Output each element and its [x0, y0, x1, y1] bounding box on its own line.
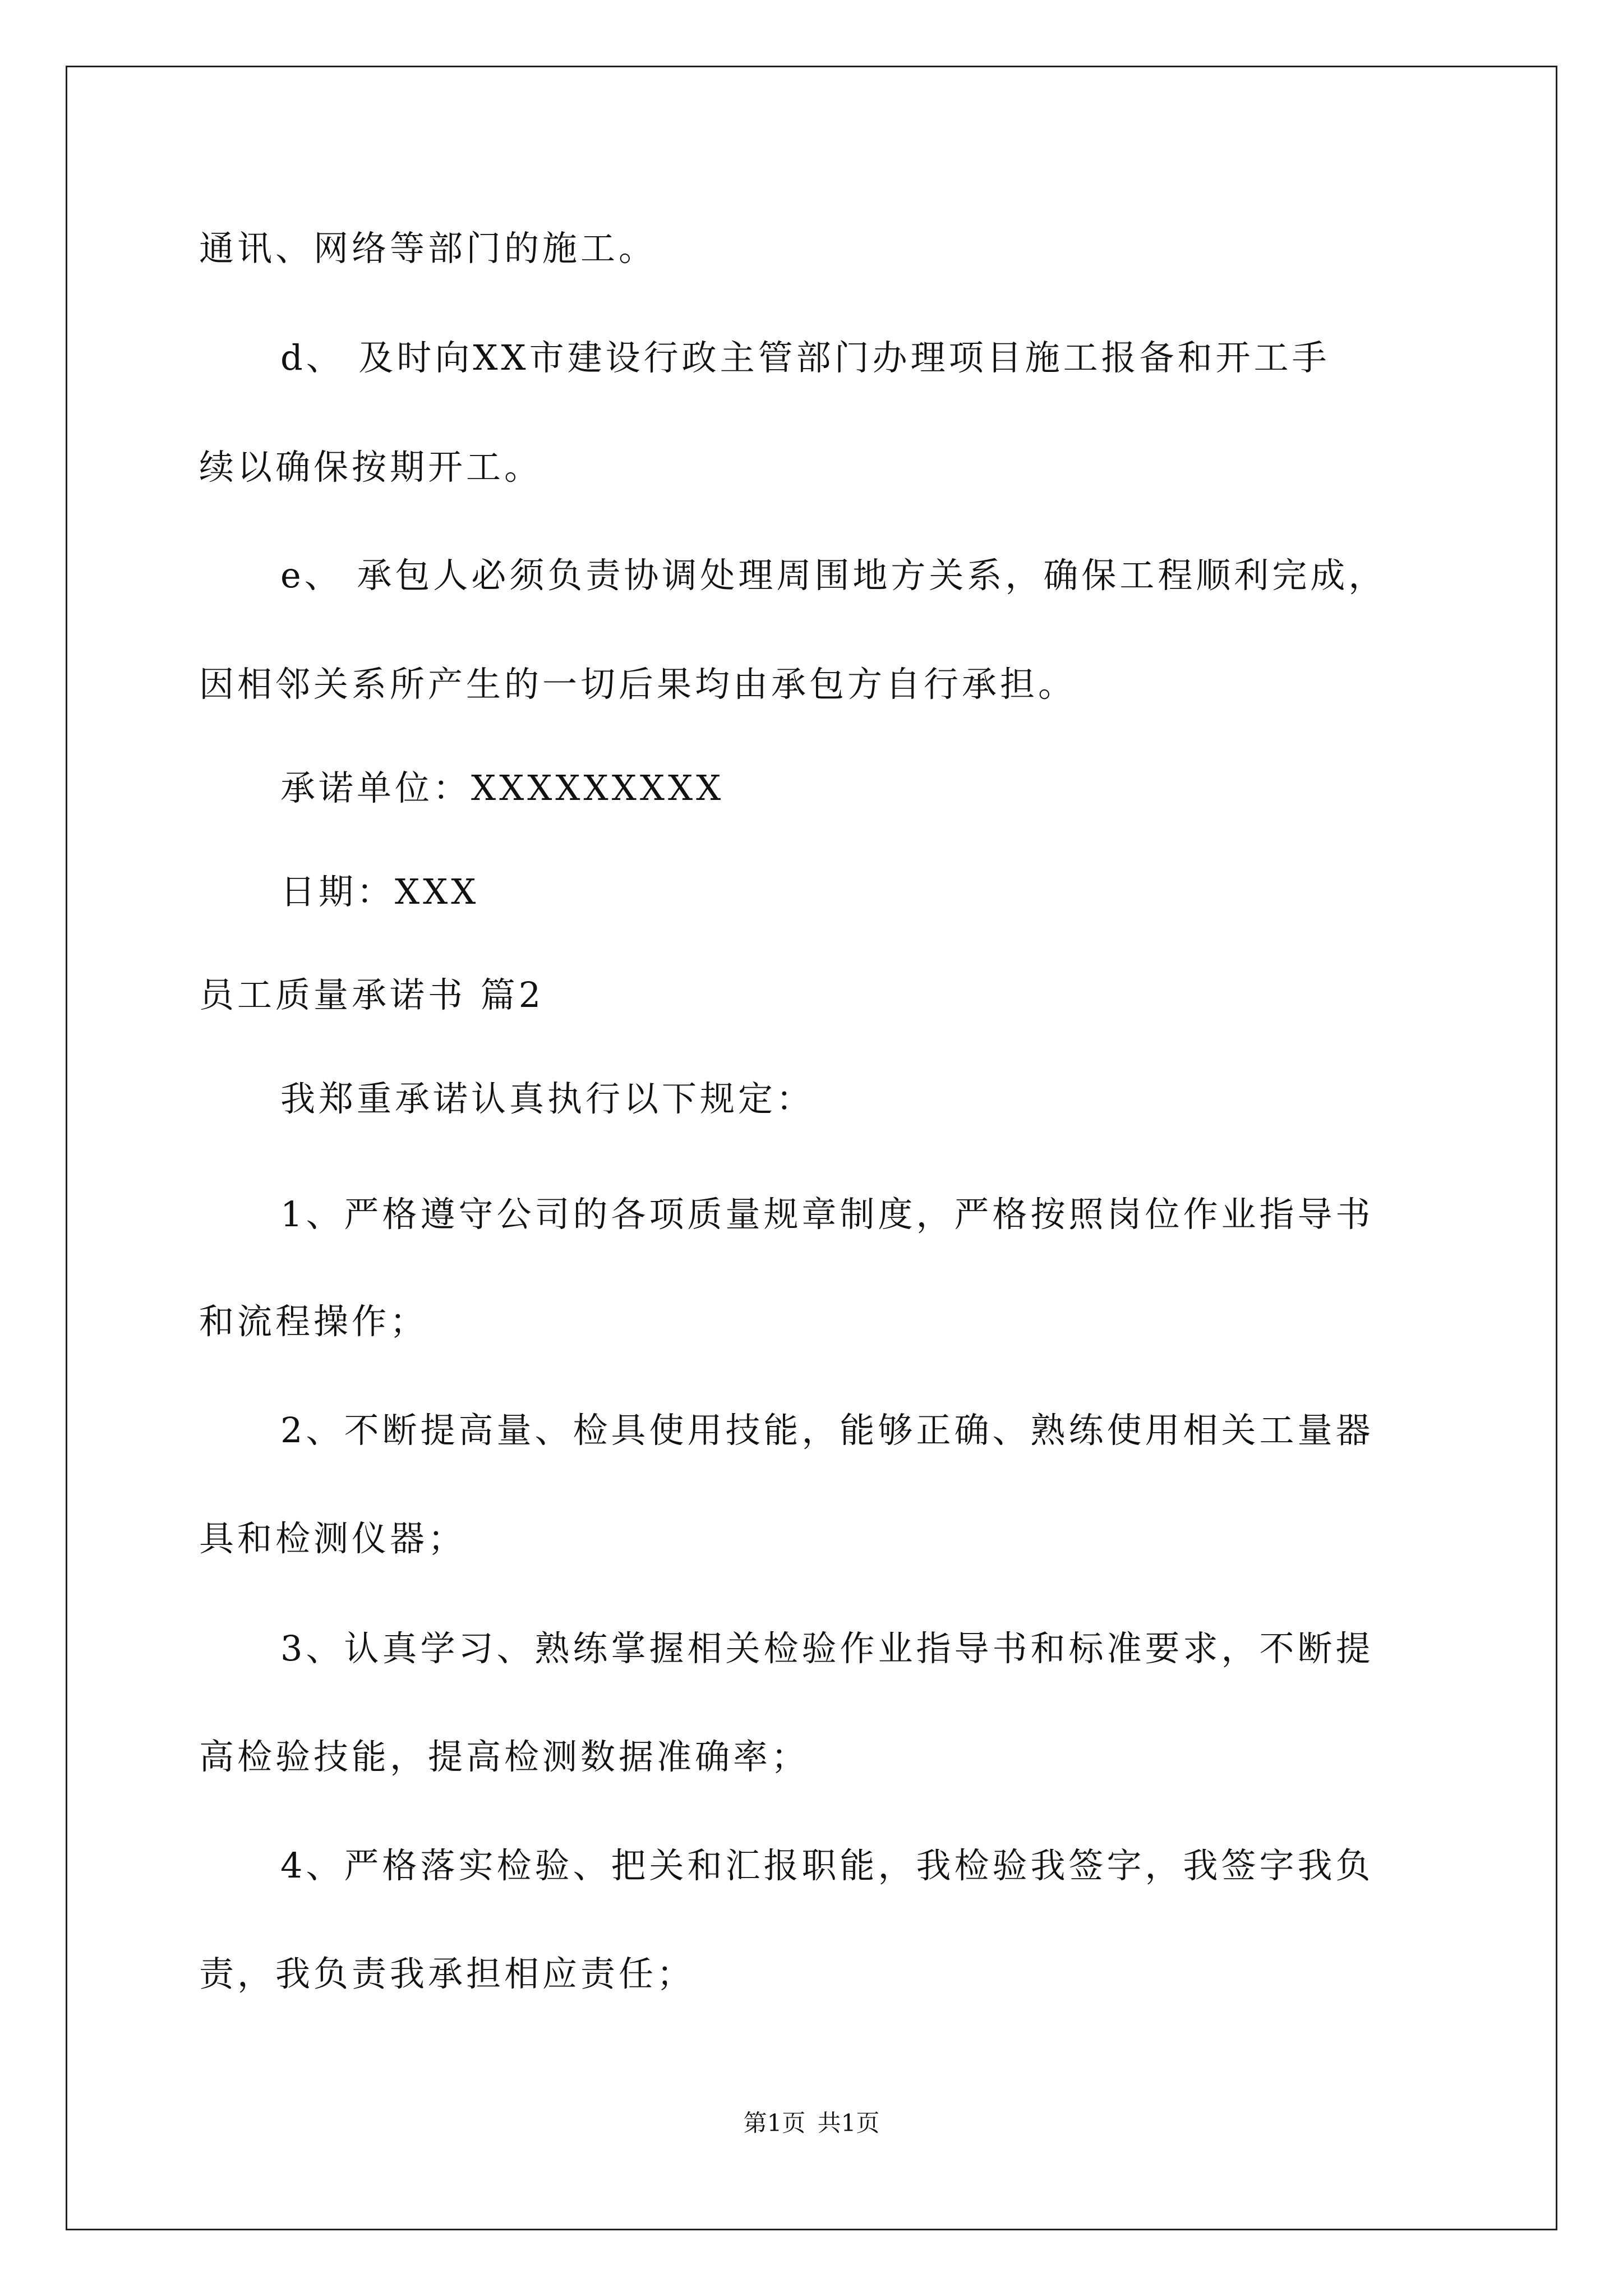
- list-item: 3、认真学习、熟练掌握相关检验作业指导书和标准要求，不断提: [280, 1628, 1374, 1669]
- text-line: d、 及时向XX市建设行政主管部门办理项目施工报备和开工手: [280, 337, 1330, 378]
- text-line: 我郑重承诺认真执行以下规定：: [280, 1078, 815, 1119]
- text-line: 因相邻关系所产生的一切后果均由承包方自行承担。: [199, 664, 1077, 705]
- list-item: 2、不断提高量、检具使用技能，能够正确、熟练使用相关工量器: [280, 1410, 1374, 1451]
- text-line: 通讯、网络等部门的施工。: [199, 228, 657, 269]
- text-line: 和流程操作；: [199, 1301, 428, 1342]
- list-item: 4、严格落实检验、把关和汇报职能，我检验我签字，我签字我负: [280, 1845, 1374, 1886]
- text-line: e、 承包人必须负责协调处理周围地方关系，确保工程顺利完成，: [280, 555, 1387, 596]
- text-line: 续以确保按期开工。: [199, 447, 543, 487]
- text-line: 高检验技能，提高检测数据准确率；: [199, 1736, 810, 1777]
- page-footer: [0, 2106, 1623, 2140]
- signatory-line: 承诺单位：XXXXXXXXX: [280, 767, 725, 808]
- page-border: [66, 66, 1557, 2230]
- text-line: 具和检测仪器；: [199, 1518, 467, 1559]
- page-current-label: 第1页: [743, 2109, 806, 2137]
- page-total-label: 共1页: [817, 2109, 880, 2137]
- text-line: 责，我负责我承担相应责任；: [199, 1953, 695, 1994]
- list-item: 1、严格遵守公司的各项质量规章制度，严格按照岗位作业指导书: [280, 1194, 1374, 1235]
- section-heading: 员工质量承诺书 篇2: [199, 974, 545, 1015]
- date-line: 日期：XXX: [280, 871, 479, 912]
